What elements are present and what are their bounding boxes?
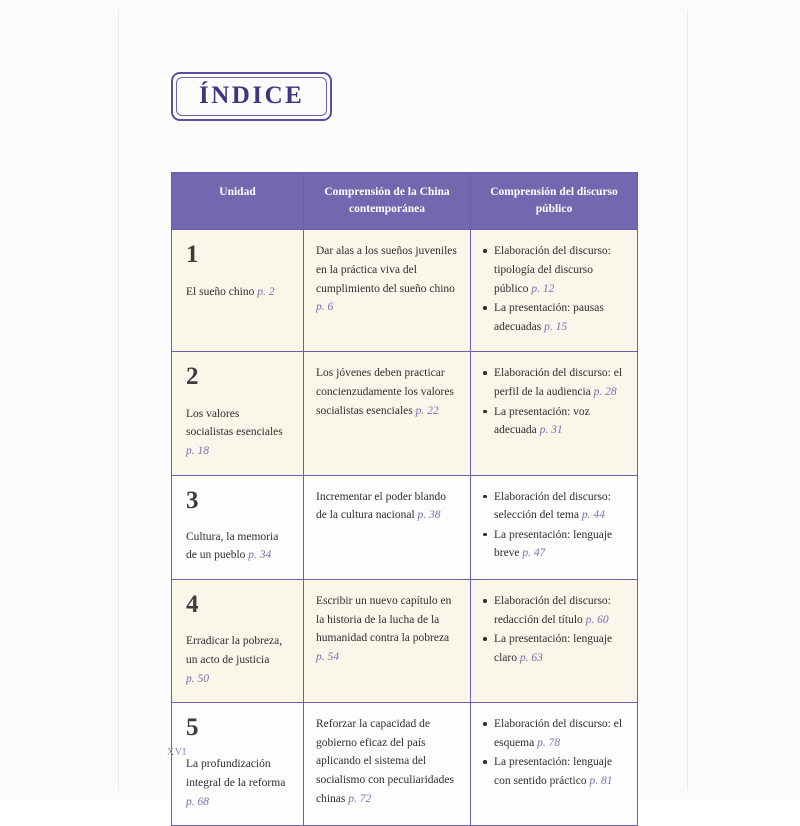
- discurso-text: Elaboración del discurso: el perfil de la audiencia: [494, 367, 623, 399]
- unit-page-ref: p. 2: [257, 285, 275, 298]
- unit-cell: [172, 580, 304, 703]
- discurso-page-ref: p. 28: [593, 386, 617, 399]
- unit-number: 4: [186, 591, 199, 619]
- discurso-text: Elaboración del discurso: selección del tema: [494, 490, 611, 522]
- discurso-cell: [471, 352, 638, 475]
- discurso-text: La presentación: lenguaje breve: [494, 528, 613, 560]
- unit-cell: [172, 352, 304, 475]
- list-item: [494, 630, 627, 667]
- discurso-cell: [471, 703, 638, 826]
- discurso-page-ref: p. 31: [539, 424, 563, 437]
- unit-title: [186, 405, 289, 461]
- page-folio: XVI: [167, 747, 187, 758]
- discurso-list: [481, 488, 627, 564]
- unit-title: [186, 528, 289, 565]
- discurso-page-ref: p. 60: [585, 613, 609, 626]
- list-item: [494, 592, 627, 629]
- china-text: Reforzar la capacidad de gobierno eficaz del país aplicando el sistema del socialismo con peculiaridades chinas: [316, 718, 454, 805]
- unit-cell: [172, 475, 304, 580]
- table-header: [172, 173, 638, 230]
- china-text: Los jóvenes deben practicar concienzudamente los valores socialistas esenciales: [316, 367, 454, 417]
- table-row: [172, 230, 638, 352]
- list-item: [494, 526, 627, 563]
- unit-number: 5: [186, 714, 199, 742]
- unit-page-ref: p. 50: [186, 672, 209, 685]
- discurso-cell: [471, 475, 638, 580]
- discurso-page-ref: p. 15: [544, 320, 568, 333]
- discurso-cell: [471, 230, 638, 352]
- china-cell: [304, 703, 471, 826]
- list-item: [494, 299, 627, 336]
- china-page-ref: p. 38: [417, 509, 441, 522]
- discurso-page-ref: p. 78: [537, 736, 561, 749]
- china-cell: [304, 475, 471, 580]
- china-cell: [304, 580, 471, 703]
- unit-page-ref: p. 68: [186, 795, 209, 808]
- unit-title-text: La profundización integral de la reforma: [186, 758, 286, 790]
- discurso-text: Elaboración del discurso: tipología del discurso público: [494, 245, 611, 295]
- discurso-cell: [471, 580, 638, 703]
- column-header-unidad: Unidad: [172, 173, 304, 230]
- discurso-list: [481, 364, 627, 440]
- unit-title: [186, 755, 289, 811]
- unit-title-text: El sueño chino: [186, 285, 255, 298]
- table-row: [172, 475, 638, 580]
- china-cell: [304, 230, 471, 352]
- discurso-page-ref: p. 47: [522, 547, 546, 560]
- table-of-contents: [171, 172, 638, 826]
- table-row: [172, 352, 638, 475]
- unit-title-text: Erradicar la pobreza, un acto de justicia: [186, 635, 283, 666]
- discurso-text: La presentación: voz adecuada: [494, 405, 590, 437]
- china-text: Escribir un nuevo capítulo en la historia de la lucha de la humanidad contra la pobreza: [316, 595, 452, 645]
- discurso-page-ref: p. 12: [531, 282, 555, 295]
- unit-title: [186, 632, 289, 688]
- column-header-china: Comprensión de la China contemporánea: [304, 173, 471, 230]
- unit-cell: [172, 230, 304, 352]
- table-row: [172, 580, 638, 703]
- china-page-ref: p. 6: [316, 301, 334, 314]
- discurso-text: La presentación: pausas adecuadas: [494, 302, 604, 333]
- china-text: Incrementar el poder blando de la cultura nacional: [316, 490, 446, 522]
- china-page-ref: p. 54: [316, 650, 339, 663]
- table-header-row: [172, 173, 638, 230]
- unit-title: [186, 283, 289, 302]
- discurso-page-ref: p. 44: [581, 509, 605, 522]
- discurso-text: La presentación: lenguaje con sentido práctico: [494, 756, 613, 788]
- list-item: [494, 715, 627, 752]
- china-cell: [304, 352, 471, 475]
- list-item: [494, 488, 627, 525]
- unit-page-ref: p. 18: [186, 444, 209, 457]
- discurso-page-ref: p. 81: [589, 775, 613, 788]
- table-body: [172, 230, 638, 826]
- discurso-list: [481, 715, 627, 791]
- list-item: [494, 364, 627, 401]
- china-page-ref: p. 72: [348, 792, 372, 805]
- unit-title-text: Los valores socialistas esenciales: [186, 407, 283, 439]
- column-header-discurso: Comprensión del discurso público: [471, 173, 638, 230]
- unit-cell: [172, 703, 304, 826]
- unit-number: 3: [186, 486, 199, 514]
- discurso-text: La presentación: lenguaje claro: [494, 633, 613, 664]
- discurso-text: Elaboración del discurso: el esquema: [494, 718, 623, 749]
- unit-number: 1: [186, 241, 199, 269]
- title-badge: [171, 72, 332, 121]
- page-title: ÍNDICE: [199, 82, 305, 109]
- list-item: [494, 753, 627, 790]
- discurso-list: [481, 592, 627, 668]
- unit-number: 2: [186, 363, 199, 391]
- table-row: [172, 703, 638, 826]
- page-title-area: [171, 72, 332, 121]
- discurso-list: [481, 242, 627, 336]
- china-page-ref: p. 22: [415, 404, 439, 417]
- discurso-page-ref: p. 63: [519, 651, 543, 664]
- unit-title-text: Cultura, la memoria de un pueblo: [186, 530, 279, 562]
- unit-page-ref: p. 34: [248, 549, 272, 562]
- china-text: Dar alas a los sueños juveniles en la práctica viva del cumplimiento del sueño chino: [316, 245, 457, 295]
- page-content-area: [118, 10, 688, 808]
- list-item: [494, 403, 627, 440]
- list-item: [494, 242, 627, 298]
- discurso-text: Elaboración del discurso: redacción del título: [494, 595, 611, 626]
